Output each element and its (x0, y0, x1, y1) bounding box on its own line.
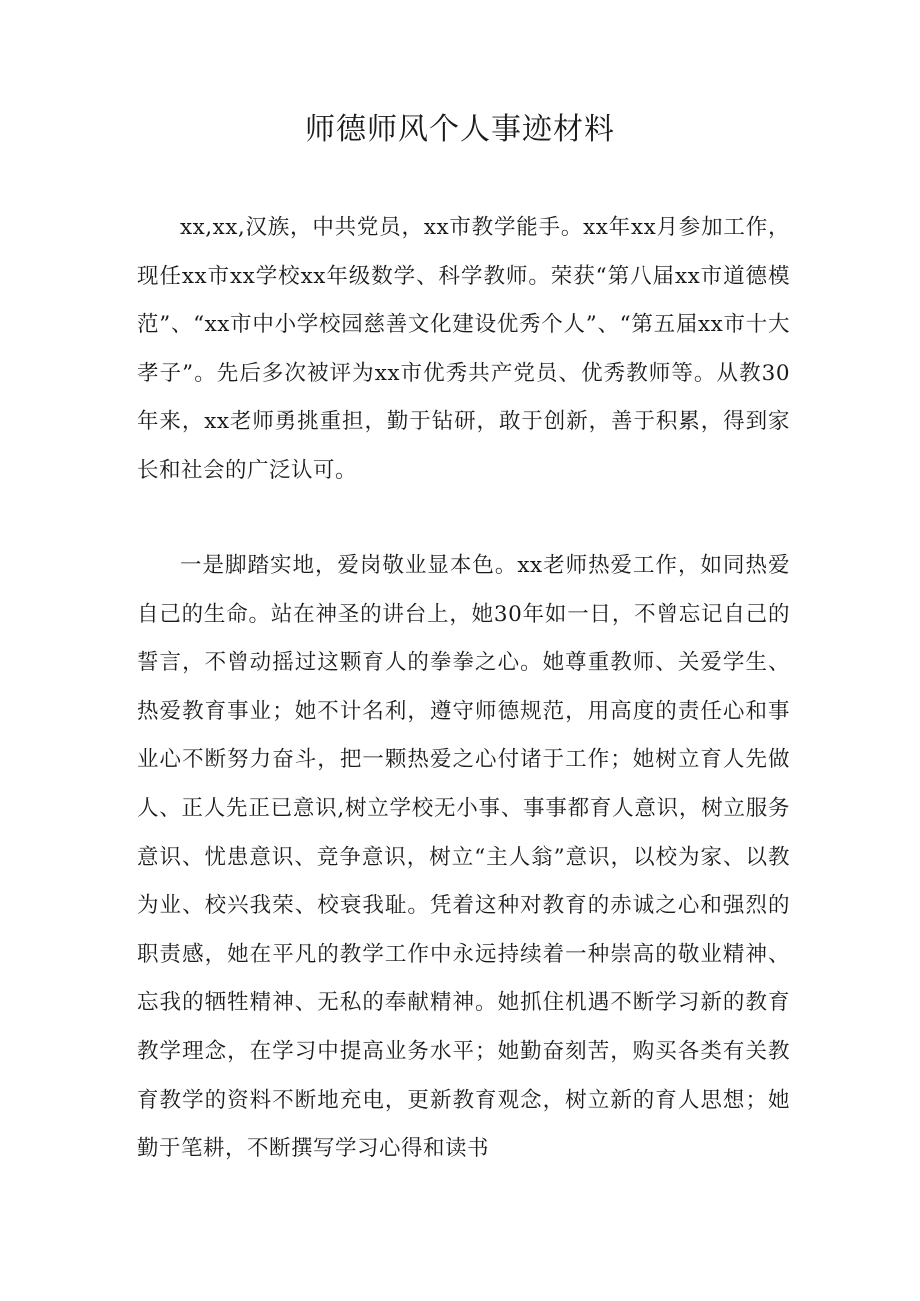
paragraph-dedication: 一是脚踏实地，爱岗敬业显本色。xx老师热爱工作，如同热爱自己的生命。站在神圣的讲台上，她30年如一日，不曾忘记自己的誓言，不曾动摇过这颗育人的拳拳之心。她尊重教师、关爱学生、热爱教育事业；她不计名利，遵守师德规范，用高度的责任心和事业心不断努力奋斗，把一颗热爱之心付诸于工作；她树立育人先做人、正人先正已意识,树立学校无小事、事事都育人意识，树立服务意识、忧患意识、竞争意识，树立“主人翁”意识，以校为家、以教为业、校兴我荣、校衰我耻。凭着这种对教育的赤诚之心和强烈的职责感，她在平凡的教学工作中永远持续着一种崇高的敬业精神、忘我的牺牲精神、无私的奉献精神。她抓住机遇不断学习新的教育教学理念，在学习中提高业务水平；她勤奋刻苦，购买各类有关教育教学的资料不断地充电，更新教育观念，树立新的育人思想；她勤于笔耕，不断撰写学习心得和读书 (137, 553, 790, 1162)
paragraph-intro: xx,xx,汉族，中共党员，xx市教学能手。xx年xx月参加工作，现任xx市xx学校xx年级数学、科学教师。荣获“第八届xx市道德模范”、“xx市中小学校园慈善文化建设优秀个人”、“第五届xx市十大孝子”。先后多次被评为xx市优秀共产党员、优秀教师等。从教30年来，xx老师勇挑重担，勤于钻研，敢于创新，善于积累，得到家长和社会的广泛认可。 (137, 215, 790, 483)
document-title: 师德师风个人事迹材料 (305, 112, 615, 147)
